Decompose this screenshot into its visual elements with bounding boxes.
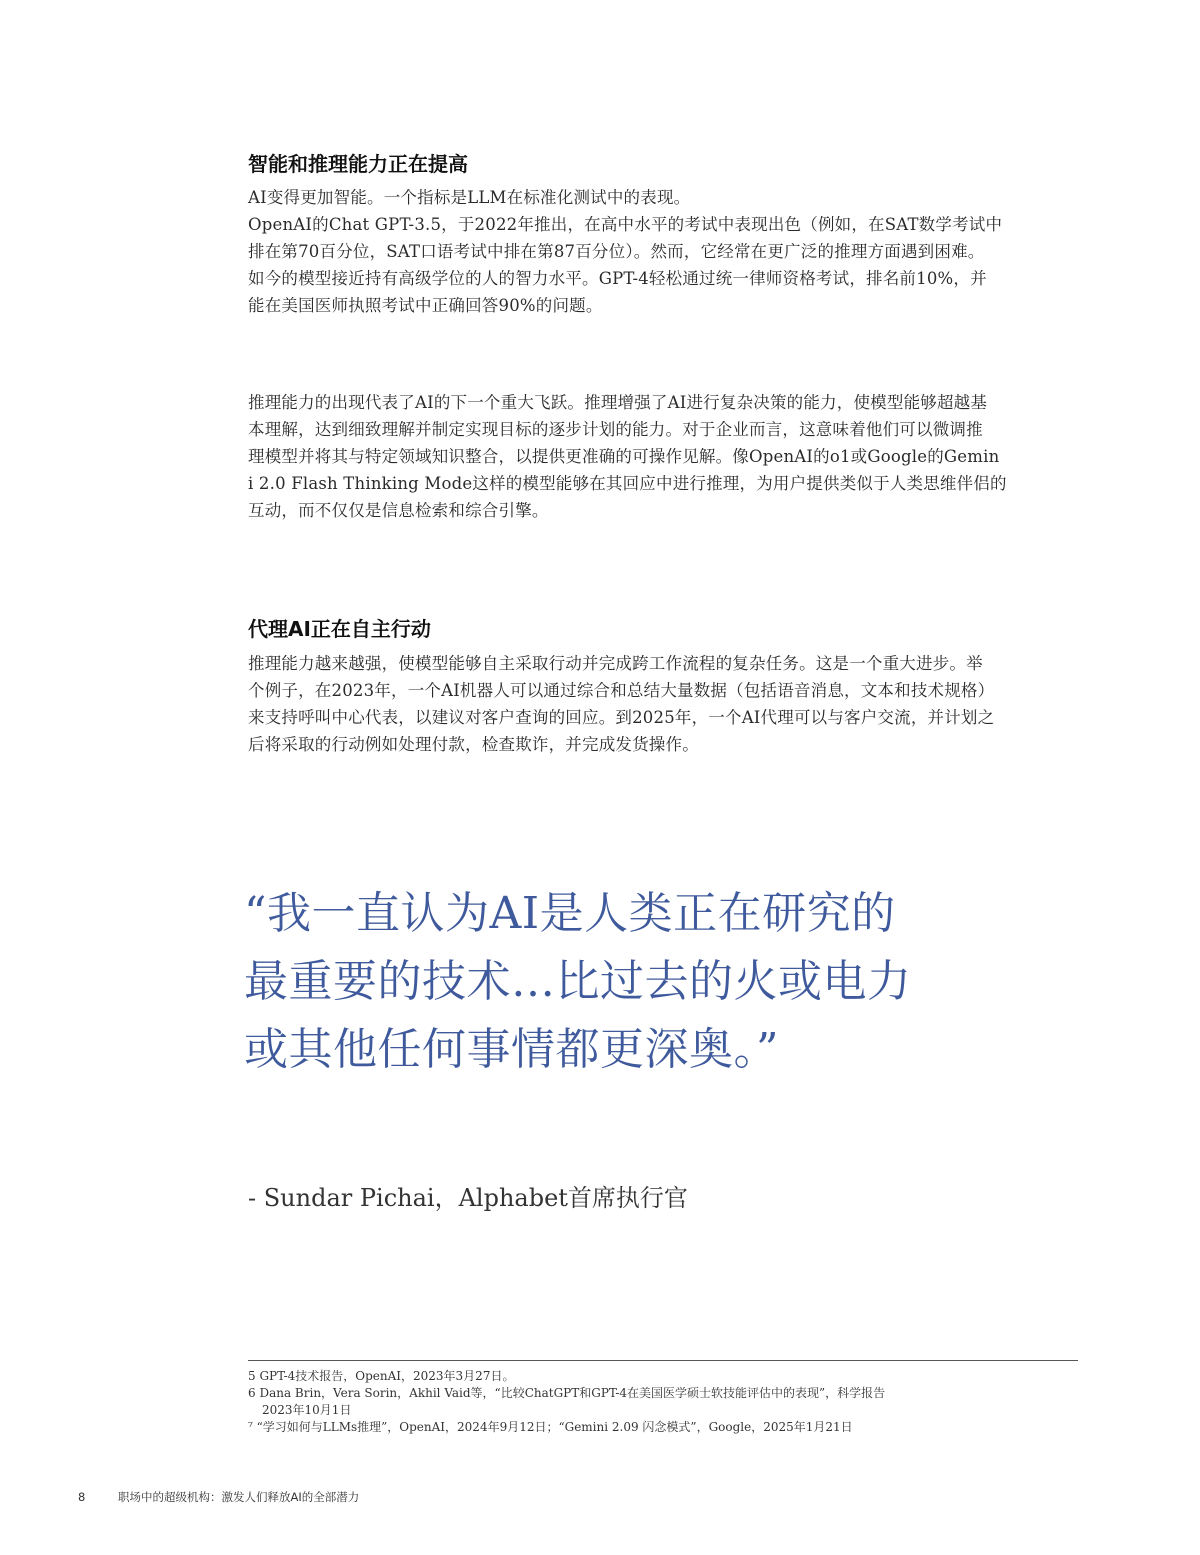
paragraph-line: 本理解，达到细致理解并制定实现目标的逐步计划的能力。对于企业而言，这意味着他们可以微调推	[248, 420, 983, 439]
paragraph-line: 后将采取的行动例如处理付款，检查欺诈，并完成发货操作。	[248, 735, 699, 754]
quote-line: 或其他任何事情都更深奥。”	[244, 1024, 779, 1075]
paragraph-line: 来支持呼叫中心代表，以建议对客户查询的回应。到2025年，一个AI代理可以与客户交流，并计划之	[248, 708, 995, 727]
paragraph-line: 理模型并将其与特定领域知识整合，以提供更准确的可操作见解。像OpenAI的o1或Google的Gemin	[248, 447, 1000, 466]
quote-line: 最重要的技术…比过去的火或电力	[244, 956, 912, 1007]
paragraph-line: i 2.0 Flash Thinking Mode这样的模型能够在其回应中进行推理，为用户提供类似于人类思维伴侣的	[248, 474, 1007, 493]
paragraph-line: OpenAI的Chat GPT-3.5，于2022年推出，在高中水平的考试中表现出色（例如，在SAT数学考试中	[248, 215, 1003, 234]
section-heading-intelligence: 智能和推理能力正在提高	[248, 152, 468, 176]
section-body-agentic-ai	[248, 650, 1078, 758]
paragraph-line: 个例子，在2023年，一个AI机器人可以通过综合和总结大量数据（包括语音消息，文本和技术规格）	[248, 681, 995, 700]
paragraph-line: 能在美国医师执照考试中正确回答90%的问题。	[248, 296, 603, 315]
paragraph-line: AI变得更加智能。一个指标是LLM在标准化测试中的表现。	[248, 188, 691, 207]
footnotes	[248, 1368, 1078, 1436]
paragraph-line: 如今的模型接近持有高级学位的人的智力水平。GPT-4轻松通过统一律师资格考试，排名前10%，并	[248, 269, 987, 288]
paragraph-line: 排在第70百分位，SAT口语考试中排在第87百分位）。然而，它经常在更广泛的推理方面遇到困难。	[248, 242, 985, 261]
footnote-item: 6 Dana Brin，Vera Sorin，Akhil Vaid等，“比较ChatGPT和GPT-4在美国医学硕士软技能评估中的表现”，科学报告	[248, 1386, 886, 1400]
page-number: 8	[78, 1490, 86, 1504]
section-body-intelligence	[248, 184, 1078, 319]
footnote-item: ⁷ “学习如何与LLMs推理”，OpenAI，2024年9月12日；“Gemini 2.09 闪念模式”，Google，2025年1月21日	[248, 1420, 853, 1434]
paragraph-line: 互动，而不仅仅是信息检索和综合引擎。	[248, 501, 549, 520]
footnote-item-continuation: 2023年10月1日	[262, 1403, 352, 1417]
quote-line: “我一直认为AI是人类正在研究的	[244, 888, 896, 939]
page-footer	[78, 1489, 359, 1505]
footnote-divider	[248, 1360, 1078, 1361]
pull-quote	[244, 880, 1004, 1084]
section-heading-agentic-ai: 代理AI正在自主行动	[248, 617, 431, 641]
paragraph-line: 推理能力的出现代表了AI的下一个重大飞跃。推理增强了AI进行复杂决策的能力，使模型能够超越基	[248, 393, 988, 412]
paragraph-line: 推理能力越来越强，使模型能够自主采取行动并完成跨工作流程的复杂任务。这是一个重大进步。举	[248, 654, 983, 673]
quote-attribution: - Sundar Pichai，Alphabet首席执行官	[248, 1184, 688, 1212]
document-title: 职场中的超级机构：激发人们释放AI的全部潜力	[118, 1490, 360, 1504]
footnote-item: 5 GPT-4技术报告，OpenAI，2023年3月27日。	[248, 1369, 515, 1383]
section-body-reasoning	[248, 389, 1078, 524]
